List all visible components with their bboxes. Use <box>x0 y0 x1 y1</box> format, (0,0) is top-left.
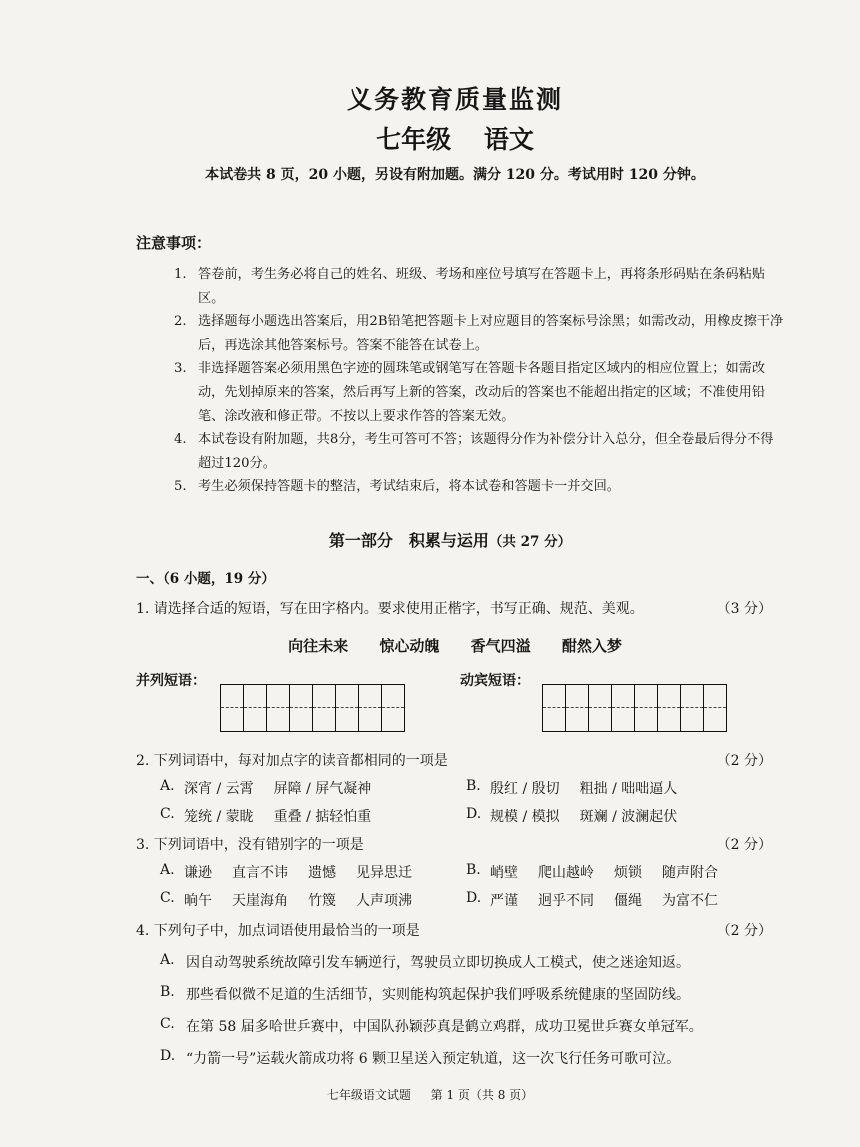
phrase: 惊心动魄 <box>379 637 440 655</box>
question-text: 4. 下列句子中，加点词语使用最恰当的一项是 <box>136 923 420 939</box>
parallel-phrase-label: 并列短语： <box>136 673 206 689</box>
option-c[interactable]: C. 晌午 天崖海角 竹篾 人声项沸 <box>160 890 412 909</box>
question-4 <box>136 920 772 940</box>
notice-text: 本试卷设有附加题，共8分，考生可答可不答；该题得分作为补偿分计入总分，但全卷最后得分不得超过120分。 <box>198 432 774 471</box>
question-3 <box>136 834 772 854</box>
option-a[interactable]: A. 谦逊 直言不讳 遗憾 见异思迁 <box>160 862 412 881</box>
option-b[interactable]: B. 峭壁 爬山越岭 烦锁 随声附合 <box>466 862 718 881</box>
exam-subtitle <box>0 120 860 156</box>
question-text: 2. 下列词语中，每对加点字的读音都相同的一项是 <box>136 753 448 769</box>
part-points: （共 27 分） <box>488 534 572 550</box>
option-a[interactable]: A. 深宵 / 云霄 屏障 / 屏气凝神 <box>160 778 372 797</box>
subject-label: 语文 <box>483 125 534 154</box>
question-text: 3. 下列词语中，没有错别字的一项是 <box>136 837 364 853</box>
notice-num: 1. <box>174 267 187 282</box>
phrase: 向往未来 <box>288 637 349 655</box>
answer-grid-left[interactable] <box>220 684 405 732</box>
question-1 <box>136 598 772 618</box>
footer-page: 第 1 页（共 8 页） <box>430 1088 534 1102</box>
notice-text: 非选择题答案必须用黑色字迹的圆珠笔或钢笔写在答题卡各题目指定区域内的相应位置上；如需改动，先划掉原来的答案，然后再写上新的答案，改动后的答案也不能超出指定的区域；不准使用铅笔、涂改液和修正带。不按以上要求作答的答案无效。 <box>198 361 766 424</box>
notice-num: 3. <box>174 361 187 377</box>
option-b[interactable]: B. 那些看似微不足道的生活细节，实则能构筑起保护我们呼吸系统健康的坚固防线。 <box>160 984 690 1003</box>
notice-heading: 注意事项： <box>136 234 212 252</box>
notice-text: 答卷前，考生务必将自己的姓名、班级、考场和座位号填写在答题卡上，再将条形码贴在条码粘贴区。 <box>198 267 766 306</box>
notice-item <box>174 475 784 499</box>
notice-text: 考生必须保持答题卡的整洁，考试结束后，将本试卷和答题卡一并交回。 <box>198 479 620 495</box>
part-heading <box>0 528 860 551</box>
phrase-options <box>0 635 860 656</box>
question-text: 1. 请选择合适的短语，写在田字格内。要求使用正楷字，书写正确、规范、美观。 <box>136 601 644 617</box>
verb-object-phrase-label: 动宾短语： <box>460 673 530 689</box>
question-2 <box>136 750 772 770</box>
notice-num: 4. <box>174 432 187 448</box>
phrase: 酣然入梦 <box>561 637 622 655</box>
question-score: （3 分） <box>716 601 772 617</box>
notice-text: 选择题每小题选出答案后，用2B铅笔把答题卡上对应题目的答案标号涂黑；如需改动，用橡皮擦干净后，再选涂其他答案标号。答案不能答在试卷上。 <box>198 314 784 353</box>
notice-item <box>174 310 784 357</box>
option-d[interactable]: D. “力箭一号”运载火箭成功将 6 颗卫星送入预定轨道，这一次飞行任务可歌可泣。 <box>160 1048 681 1067</box>
phrase: 香气四溢 <box>470 637 531 655</box>
page-footer <box>0 1086 860 1103</box>
option-a[interactable]: A. 因自动驾驶系统故障引发车辆逆行，驾驶员立即切换成人工模式，使之迷途知返。 <box>160 952 690 971</box>
question-score: （2 分） <box>716 753 772 769</box>
option-c[interactable]: C. 在第 58 届多哈世乒赛中，中国队孙颖莎真是鹤立鸡群，成功卫冕世乒赛女单冠军。 <box>160 1016 703 1035</box>
part-title: 第一部分 积累与运用 <box>328 531 489 550</box>
footer-name: 七年级语文试题 <box>326 1088 411 1102</box>
notice-num: 5. <box>174 479 187 495</box>
option-b[interactable]: B. 殷红 / 殷切 粗拙 / 咄咄逼人 <box>466 778 678 797</box>
notice-item <box>174 428 784 475</box>
notice-item <box>174 357 784 428</box>
grade-label: 七年级 <box>376 125 452 154</box>
exam-title: 义务教育质量监测 <box>346 85 563 114</box>
notice-num: 2. <box>174 314 187 330</box>
question-score: （2 分） <box>716 837 772 853</box>
option-d[interactable]: D. 严谨 迥乎不同 僵绳 为富不仁 <box>466 890 718 909</box>
exam-info: 本试卷共 8 页，20 小题，另设有附加题。满分 120 分。考试用时 120 分钟。 <box>205 167 705 183</box>
option-c[interactable]: C. 笼统 / 蒙眬 重叠 / 掂轻怕重 <box>160 806 372 825</box>
option-d[interactable]: D. 规模 / 模拟 斑斓 / 波澜起伏 <box>466 806 678 825</box>
answer-grid-right[interactable] <box>542 684 727 732</box>
question-score: （2 分） <box>716 923 772 939</box>
section-heading: 一、（6 小题，19 分） <box>136 571 275 587</box>
notice-item <box>174 263 784 310</box>
notice-list <box>174 263 784 499</box>
